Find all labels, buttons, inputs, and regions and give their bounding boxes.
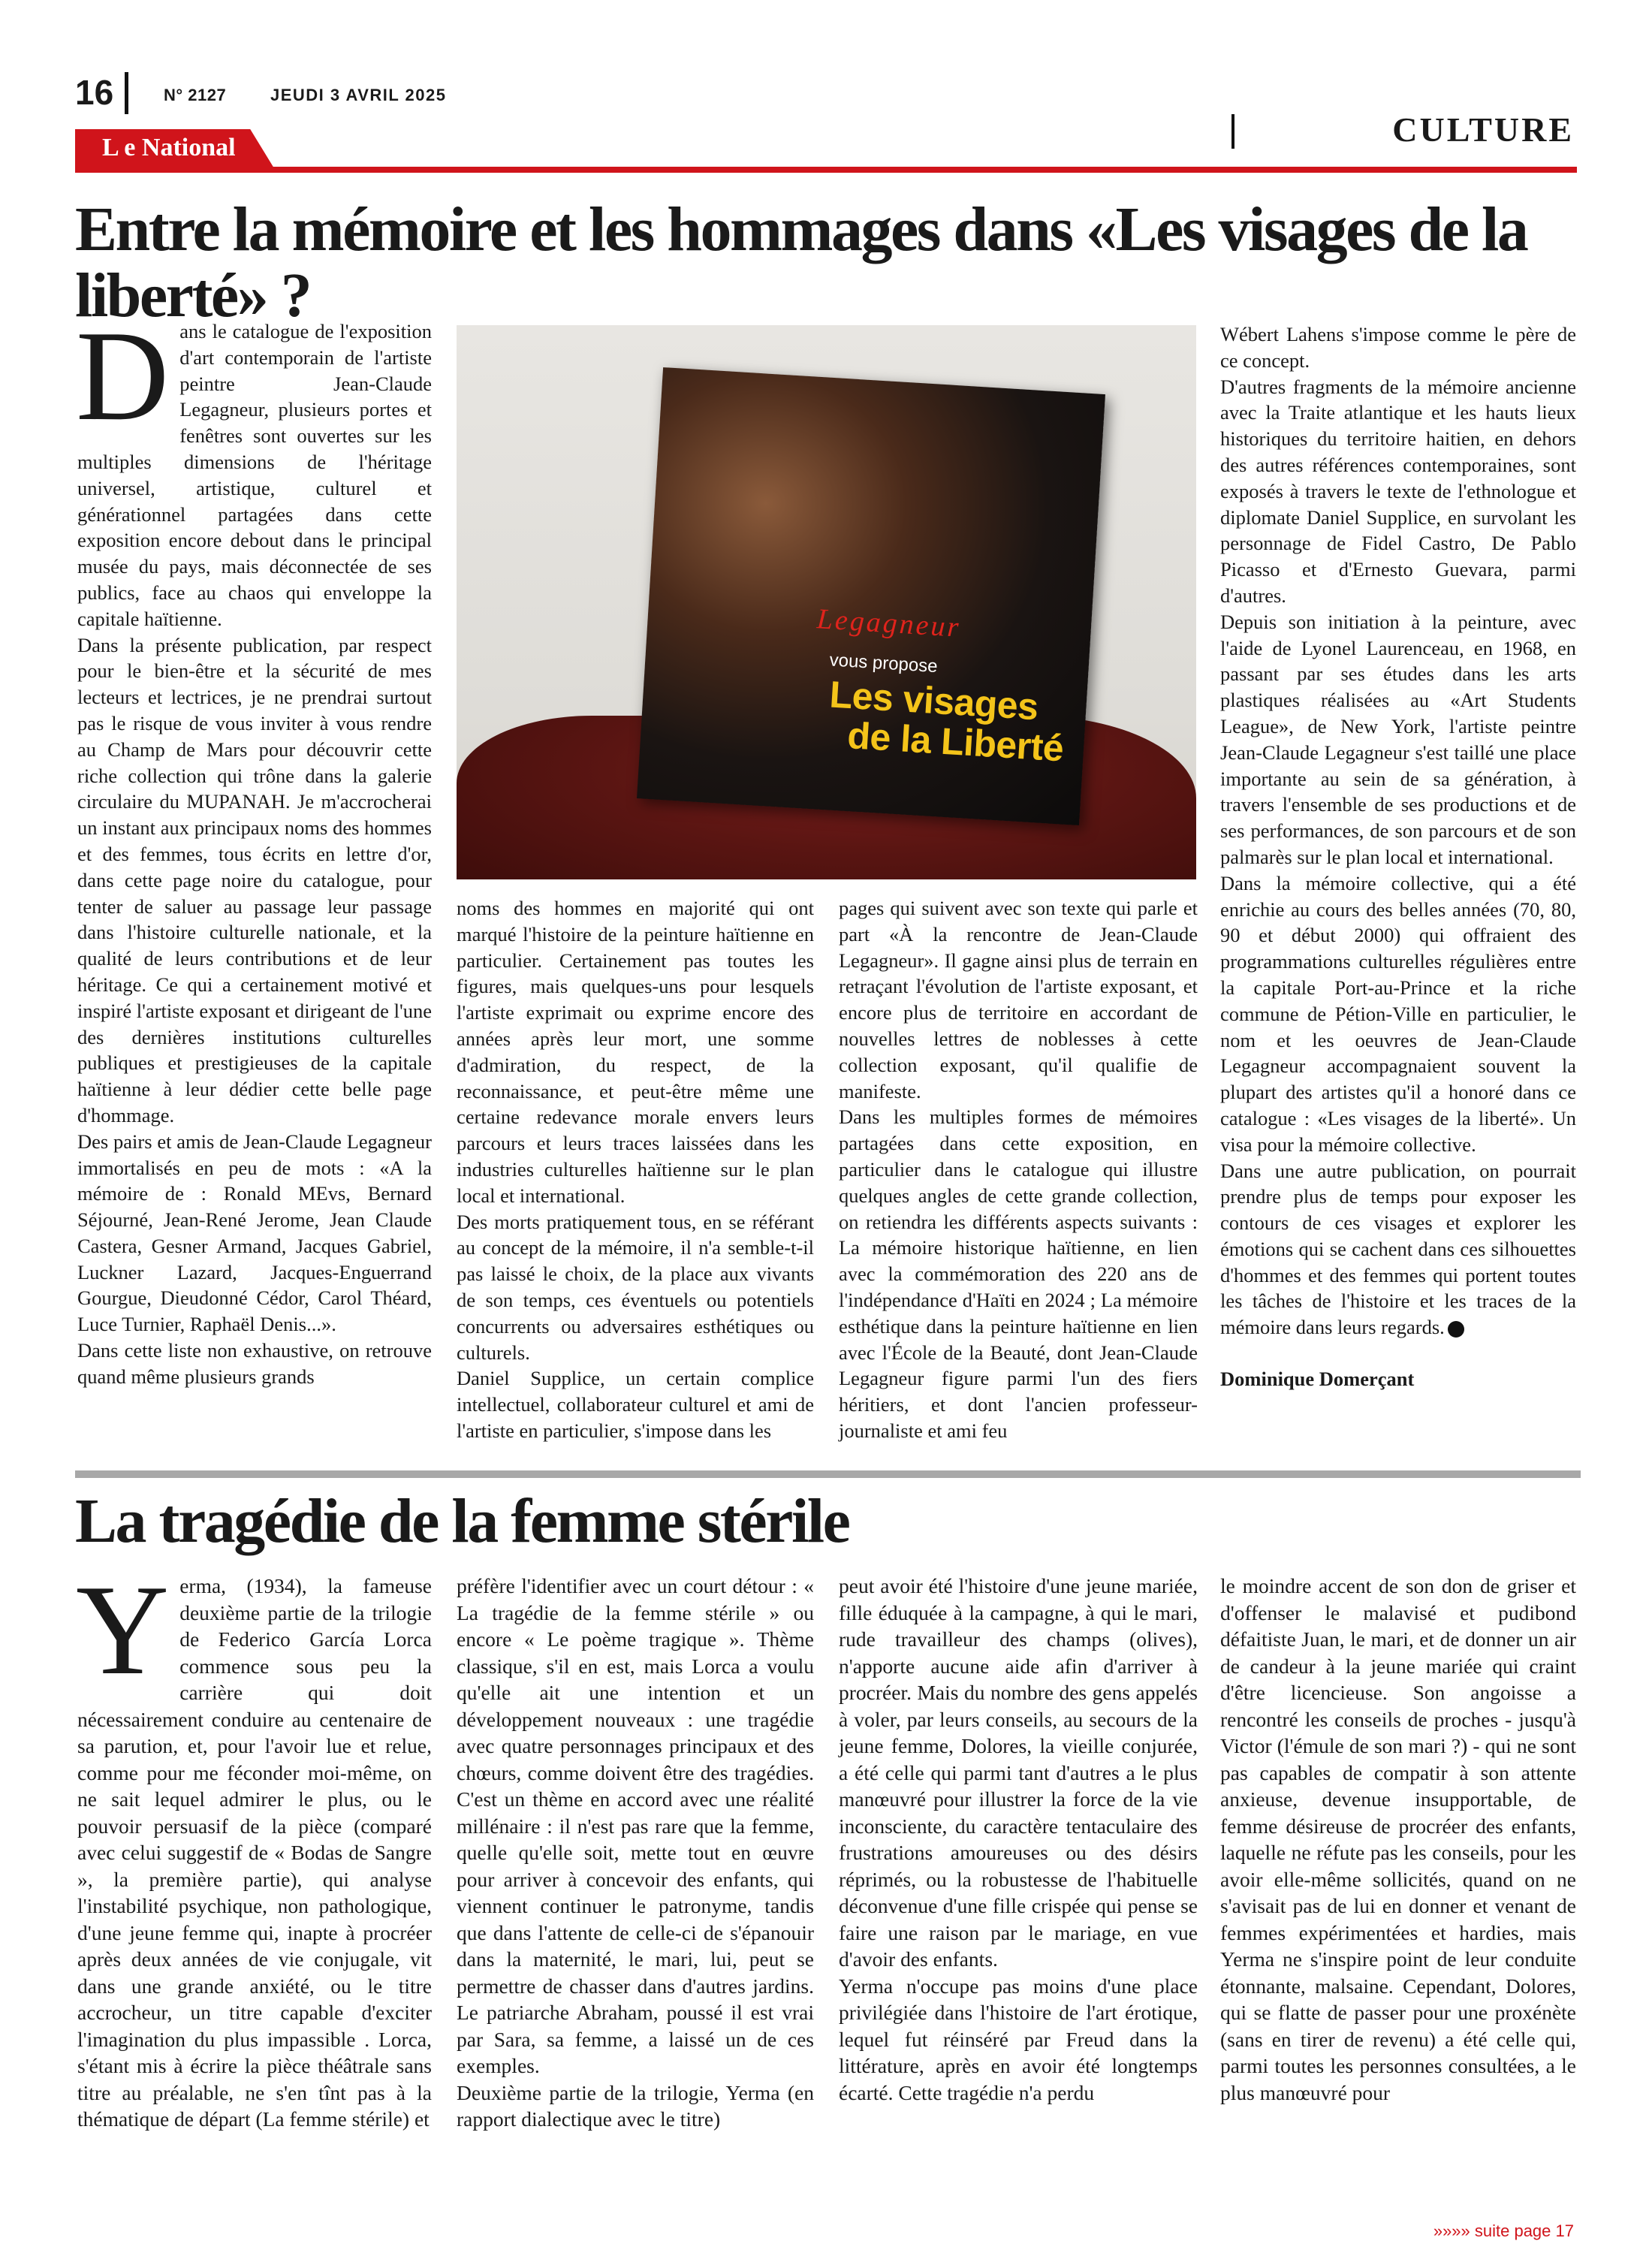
- article1-dropcap: D: [76, 305, 170, 448]
- paragraph: Wébert Lahens s'impose comme le père de ce concept.: [1220, 323, 1576, 372]
- continued-link[interactable]: »»»» suite page 17: [1433, 2221, 1574, 2240]
- paragraph-text: Dans une autre publication, on pourrait prendre plus de temps pour exposer les contours de ces visages et explorer les émotions qui se cachent dans ces silhouettes d'hommes et des femmes qui portent toutes les tâches de l'histoire et les traces de la mémoire dans leurs regards.: [1220, 1159, 1576, 1339]
- brand-name: L e National: [102, 134, 236, 161]
- paragraph: Dans les multiples formes de mémoires partagées dans cette exposition, en particulier dans le catalogue qui illustre quelques angles de cette grande collection, on retiendra les différents aspects suivants : La mémoire historique haïtienne, en lien avec la commémoration des 220 ans de l'indépendance d'Haïti en 2024 ; La mémoire esthétique dans la peinture haïtienne en lien avec l'École de la Beauté, dont Jean-Claude Legagneur figure parmi l'un des fiers héritiers, et dont l'ancien professeur-journaliste et ami feu: [839, 1105, 1198, 1442]
- page-number-divider: [125, 72, 128, 114]
- paragraph: Des pairs et amis de Jean-Claude Legagneur immortalisés en peu de mots : «A la mémoire de : Ronald MEvs, Bernard Séjourné, Jean-René Jerome, Jean Claude Castera, Gesner Armand, Jacques Gabriel, Luckner Lazard, Jacques-Enguerrand Gourgue, Dieudonné Cédor, Carol Théard, Luce Turnier, Raphaël Denis...».: [77, 1130, 432, 1336]
- paragraph: Dans la présente publication, par respect pour le bien-être et la sécurité de mes lecteurs et lectrices, je ne prendrai surtout pas le risque de vous inviter à vous rendre au Champ de Mars pour découvrir cette riche collection qui trône dans la galerie circulaire du MUPANAH. Je m'accrocherai un instant aux principaux noms des hommes et des femmes, tous écrits en lettre d'or, dans cette page noire du catalogue, pour tenter de saluer au passage leur passage dans l'histoire culturelle nationale, et la qualité de leurs contributions et de leur héritage. Ce qui a certainement motivé et inspiré l'artiste exposant et dirigeant de l'une des dernières institutions culturelles publiques et prestigieuses de la capitale haïtienne à leur dédier cette belle page d'hommage.: [77, 633, 432, 1126]
- paragraph: le moindre accent de son don de griser et d'offenser le malavisé et pudibond défaitiste Juan, le mari, et de donner un air de candeur à la jeune mariée qui craint d'être licencieuse. Son angoisse a rencontré les conseils de proches - jusqu'à Victor (l'émule de son mari ?) - qui ne sont pas capables de compatir à son attente anxieuse, devenue insupportable, de femme désireuse de procréer des enfants, laquelle ne réfute pas les conseils, pour les avoir elle-même sollicités, quand on ne s'avisait pas de lui en donner et venant de femmes expérimentées et hardies, mais Yerma ne s'inspire point de leur conduite étonnante, malsaine. Cependant, Dolores, qui se flatte de passer pour une proxénète (sans en tirer de revenu) a été celle qui, parmi toutes les personnes consultées, a le plus manœuvré pour: [1220, 1574, 1576, 2104]
- header-rule: [75, 167, 1577, 173]
- paragraph: ans le catalogue de l'exposition d'art contemporain de l'artiste peintre Jean-Claude Legagneur, plusieurs portes et fenêtres sont ouvertes sur les multiples dimensions de l'héritage universel, artistique, culturel et générationnel partagées dans cette exposition encore debout dans le principal musée du pays, mais déconnectée de ses publics, face au chaos qui enveloppe la capitale haïtienne.: [77, 320, 432, 630]
- article1-column-2: [457, 895, 814, 1444]
- paragraph: D'autres fragments de la mémoire ancienne avec la Traite atlantique et les hauts lieux historiques du territoire haitien, en dehors des autres références contemporaines, sont exposés à travers le texte de l'ethnologue et diplomate Daniel Supplice, en survolant les personnage de Fidel Castro, De Pablo Picasso et d'Ernesto Guevara, parmi d'autres.: [1220, 375, 1576, 607]
- issue-number: N° 2127: [164, 86, 227, 104]
- article2-column-1: [76, 1559, 432, 2133]
- article1-column-3: [839, 895, 1198, 1444]
- article2-column-4: [1220, 1573, 1576, 2106]
- book-subtitle: vous propose: [828, 650, 939, 677]
- paragraph: Depuis son initiation à la peinture, avec l'aide de Lyonel Laurenceau, en 1968, en passant par ses études dans les arts plastiques réalisées au «Art Students League», de New York, l'artiste peintre Jean-Claude Legagneur s'est taillé une place importante au sein de sa génération, à travers l'ensemble de ses productions et de ses performances, de son parcours et de son palmarès sur le plan local et international.: [1220, 610, 1576, 868]
- book-brand: Legagneur: [815, 603, 962, 644]
- paragraph: préfère l'identifier avec un court détour : « La tragédie de la femme stérile » ou encore « Le poème tragique ». Thème classique, s'il en est, mais Lorca a voulu qu'elle ait une intention et un développement nouveaux : une tragédie avec quatre personnages principaux et des chœurs, comme doivent être des tragédies. C'est un thème en accord avec une réalité millénaire : il n'est pas rare que la femme, quelle qu'elle soit, mette tout en œuvre pour arriver à concevoir des enfants, qui viennent continuer le patronyme, tandis que dans l'attente de celle-ci de s'épanouir dans la maternité, le mari, lui, peut se permettre de chasser dans d'autres jardins. Le patriarche Abraham, poussé il est vrai par Sara, sa femme, a laissé un de ces exemples.: [457, 1574, 814, 2077]
- paragraph: pages qui suivent avec son texte qui parle et part «À la rencontre de Jean-Claude Legagneur». Il gagne ainsi plus de terrain en retraçant l'évolution de l'artiste exposant, et encore plus de territoire en accordant de nouvelles lettres de noblesses à cette collection exposant, qu'il qualifie de manifeste.: [839, 897, 1198, 1102]
- page-number: 16: [75, 73, 114, 112]
- byline: Dominique Domerçant: [1220, 1368, 1415, 1391]
- issue-date: JEUDI 3 AVRIL 2025: [270, 86, 447, 104]
- article1-column-4: [1220, 321, 1576, 1392]
- paragraph-last: [1220, 1158, 1576, 1341]
- paragraph: Dans la mémoire collective, qui a été enrichie au cours des belles années (70, 80, 90 et début 2000) qui offraient des programmations culturelles régulières entre la capitale Port-au-Prince et la riche commune de Pétion-Ville en particulier, le nom et les oeuvres de Jean-Claude Legagneur accompagnaient souvent la plupart des artistes qu'il a honoré dans ce catalogue : «Les visages de la liberté». Un visa pour la mémoire collective.: [1220, 871, 1576, 1156]
- paragraph: Dans cette liste non exhaustive, on retrouve quand même plusieurs grands: [77, 1339, 432, 1388]
- end-of-article-icon: [1448, 1321, 1464, 1338]
- article-separator: [75, 1470, 1581, 1478]
- article1-headline: Entre la mémoire et les hommages dans «Les visages de la liberté» ?: [75, 195, 1527, 330]
- catalogue-book: [637, 367, 1105, 825]
- catalogue-photo: [457, 325, 1196, 879]
- article2-headline: La tragédie de la femme stérile: [75, 1486, 849, 1556]
- book-title-line1: Les visages: [828, 673, 1040, 728]
- book-title-line2: de la Liberté: [846, 714, 1065, 770]
- paragraph: erma, (1934), la fameuse deuxième partie de la trilogie de Federico García Lorca commence sous peu la carrière qui doit nécessairement conduire au centenaire de sa parution, et, pour l'avoir lue et relue, comme pour me féconder moi-même, on ne sait lequel admirer le plus, ou le pouvoir persuasif de la pièce (comparé avec celui suggestif de « Bodas de Sangre », la première partie), qui analyse l'instabilité psychique, non pathologique, d'une jeune femme qui, inapte à procréer après deux années de vie conjugale, vit dans une grande anxiété, ou le titre accrocheur, un titre capable d'exciter l'imagination du plus impassible . Lorca, s'étant mis à écrire la pièce théâtrale sans titre au préalable, ne s'en tînt pas à la thématique de départ (La femme stérile) et: [77, 1574, 432, 2131]
- article2-dropcap: Y: [76, 1559, 170, 1702]
- article2-column-2: [457, 1573, 814, 2133]
- paragraph: Deuxième partie de la trilogie, Yerma (en rapport dialectique avec le titre): [457, 2080, 814, 2131]
- paragraph: peut avoir été l'histoire d'une jeune mariée, fille éduquée à la campagne, à qui le mari, rude travailleur des champs (olives), n'apporte aucune aide afin d'arriver à procréer. Mais du nombre des gens appelés à voler, par leurs conseils, au secours de la jeune femme, Dolores, la vieille conjurée, a été celle qui parmi tant d'autres a le plus manœuvré pour illustrer la force de la vie inconsciente, du caractère tentaculaire des frustrations amoureuses ou des désirs réprimés, ou la robustesse de l'habituelle déconvenue d'une fille crispée qui pense se faire une raison par le mariage, en vue d'avoir des enfants.: [839, 1574, 1198, 1971]
- article1-column-1: [76, 305, 432, 1390]
- section-divider: [1231, 114, 1234, 149]
- article2-column-3: [839, 1573, 1198, 2106]
- paragraph: noms des hommes en majorité qui ont marqué l'histoire de la peinture haïtienne en particulier. Certainement pas toutes les figures, mais quelques-uns pour lesquels l'artiste exprimait ou exprime encore des années après leur mort, une somme d'admiration, du respect, de la reconnaissance, et peut-être même une certaine redevance morale envers leurs parcours et leurs traces laissées dans les industries culturelles haïtienne sur le plan local et international.: [457, 897, 814, 1207]
- section-title: CULTURE: [1392, 110, 1574, 149]
- paragraph: Yerma n'occupe pas moins d'une place privilégiée dans l'histoire de l'art érotique, lequel fut réinséré par Freud dans la littérature, après en avoir été longtemps écarté. Cette tragédie n'a perdu: [839, 1974, 1198, 2104]
- paragraph: Des morts pratiquement tous, en se référant au concept de la mémoire, il n'a semble-t-il pas laissé le choix, de la place aux vivants de son temps, ces éventuels ou potentiels concurrents ou adversaires esthétiques ou culturels.: [457, 1210, 814, 1364]
- paragraph: Daniel Supplice, un certain complice intellectuel, collaborateur culturel et ami de l'artiste en particulier, s'impose dans les: [457, 1367, 814, 1442]
